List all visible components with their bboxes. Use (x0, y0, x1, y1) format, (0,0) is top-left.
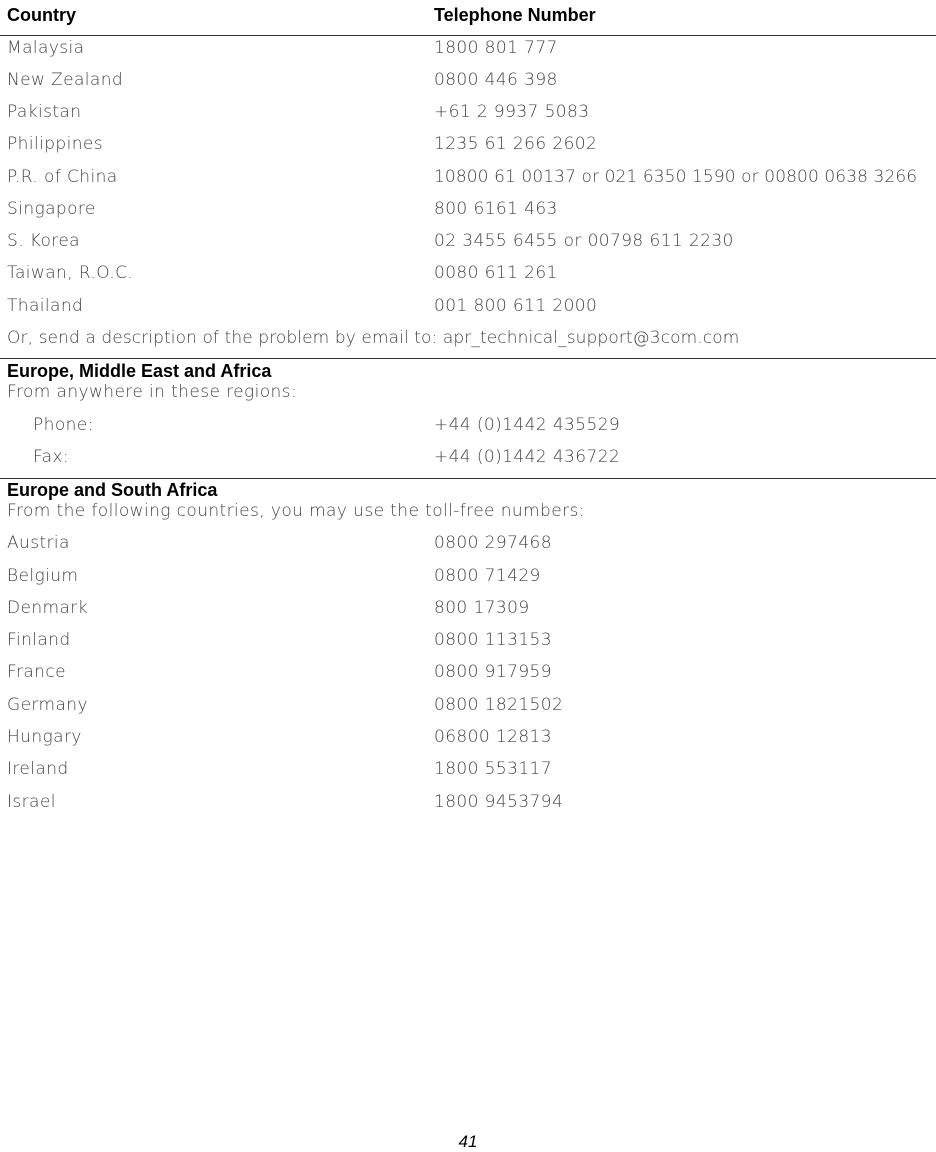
row-country: Israel (7, 792, 56, 812)
section-divider (0, 478, 936, 479)
row-number: 1800 9453794 (434, 792, 564, 812)
section-heading-emea: Europe, Middle East and Africa (7, 361, 272, 381)
row-number: 0800 446 398 (434, 70, 558, 90)
header-divider (0, 35, 936, 36)
row-number: 001 800 611 2000 (434, 296, 598, 316)
row-country: Denmark (7, 598, 88, 618)
row-country: Taiwan, R.O.C. (7, 263, 134, 283)
row-number: +61 2 9937 5083 (434, 102, 590, 122)
row-number: 0800 71429 (434, 566, 541, 586)
section-intro-emea: From anywhere in these regions: (7, 382, 298, 402)
row-number: 0800 297468 (434, 533, 552, 553)
row-country: Finland (7, 630, 71, 650)
row-number: 1235 61 266 2602 (434, 134, 598, 154)
row-country: Thailand (7, 296, 84, 316)
row-country: France (7, 662, 66, 682)
emea-fax-label: Fax: (33, 447, 70, 467)
row-country: Austria (7, 533, 70, 553)
section-divider (0, 358, 936, 359)
row-number: 0800 113153 (434, 630, 552, 650)
page-number: 41 (458, 1132, 478, 1151)
row-country: Pakistan (7, 102, 82, 122)
row-number: 1800 801 777 (434, 38, 558, 58)
column-header-telephone: Telephone Number (434, 5, 596, 25)
row-number: 06800 12813 (434, 727, 552, 747)
row-number: 1800 553117 (434, 759, 552, 779)
row-country: Belgium (7, 566, 79, 586)
row-country: Hungary (7, 727, 82, 747)
row-country: S. Korea (7, 231, 80, 251)
row-country: New Zealand (7, 70, 124, 90)
row-country: Singapore (7, 199, 96, 219)
row-number: 0800 1821502 (434, 695, 564, 715)
emea-phone-label: Phone: (33, 415, 94, 435)
email-note: Or, send a description of the problem by email to: apr_technical_support@3com.com (7, 328, 740, 348)
column-header-country: Country (7, 5, 76, 25)
row-number: 0080 611 261 (434, 263, 558, 283)
row-number: 800 17309 (434, 598, 530, 618)
section-intro-europe-south-africa: From the following countries, you may use the toll-free numbers: (7, 501, 585, 521)
row-country: Germany (7, 695, 88, 715)
emea-phone-number: +44 (0)1442 435529 (434, 415, 621, 435)
row-country: Ireland (7, 759, 69, 779)
row-number: 0800 917959 (434, 662, 552, 682)
row-country: Malaysia (7, 38, 85, 58)
emea-fax-number: +44 (0)1442 436722 (434, 447, 621, 467)
row-country: Philippines (7, 134, 103, 154)
row-number: 02 3455 6455 or 00798 611 2230 (434, 231, 734, 251)
row-number: 800 6161 463 (434, 199, 558, 219)
section-heading-europe-south-africa: Europe and South Africa (7, 480, 218, 500)
row-country: P.R. of China (7, 167, 118, 187)
row-number: 10800 61 00137 or 021 6350 1590 or 00800 0638 3266 (434, 167, 918, 187)
